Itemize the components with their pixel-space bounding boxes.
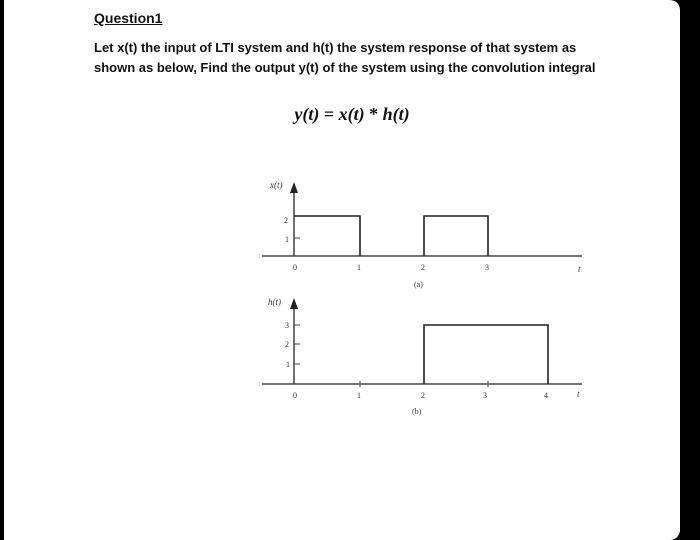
figure-b-ytick-2: 2 — [285, 340, 289, 349]
equation-input: x(t) — [338, 104, 365, 124]
document-page — [4, 0, 680, 540]
figure-b-caption: (b) — [412, 407, 422, 416]
equation-equals: = — [323, 104, 335, 124]
figure-b-ytick-3: 3 — [285, 321, 289, 330]
figure-b-ylabel: h(t) — [268, 297, 281, 307]
figure-b-axis-arrow-icon — [290, 298, 298, 309]
figure-a-xtick-2: 2 — [421, 263, 425, 272]
figure-a-xtick-0: 0 — [293, 263, 297, 272]
figure-a-ylabel: x(t) — [270, 180, 283, 190]
figure-a-axis-arrow-icon — [290, 182, 298, 193]
figure-b-xtick-0: 0 — [293, 391, 297, 400]
figure-b-xlabel: t — [577, 389, 580, 399]
signal-figures — [4, 0, 680, 540]
figure-b-xtick-3: 3 — [483, 391, 487, 400]
figure-a-xtick-3: 3 — [485, 263, 489, 272]
figure-b-ytick-1: 1 — [286, 360, 290, 369]
figure-b-xtick-2: 2 — [421, 391, 425, 400]
equation-output: y(t) — [294, 104, 320, 124]
question-title: Question1 — [94, 10, 163, 26]
figure-a-xtick-1: 1 — [357, 263, 361, 272]
equation-response: h(t) — [382, 104, 410, 124]
figure-b-xtick-1: 1 — [357, 391, 361, 400]
problem-statement: Let x(t) the input of LTI system and h(t) the system response of that system as shown as below, Find the output y(t) of the system using the convolution integral — [94, 40, 596, 75]
figure-a-ytick-1: 1 — [285, 235, 289, 244]
figure-a — [262, 180, 582, 289]
equation-operator: * — [369, 104, 379, 124]
figure-b-pulse — [424, 325, 548, 384]
figure-a-xlabel: t — [578, 264, 581, 274]
figure-a-pulse-2 — [424, 216, 488, 256]
figure-b-xtick-4: 4 — [544, 391, 548, 400]
figure-a-ytick-2: 2 — [284, 216, 288, 225]
figure-a-pulse-1 — [294, 216, 360, 256]
figure-b — [262, 297, 582, 416]
figure-a-caption: (a) — [414, 280, 423, 289]
